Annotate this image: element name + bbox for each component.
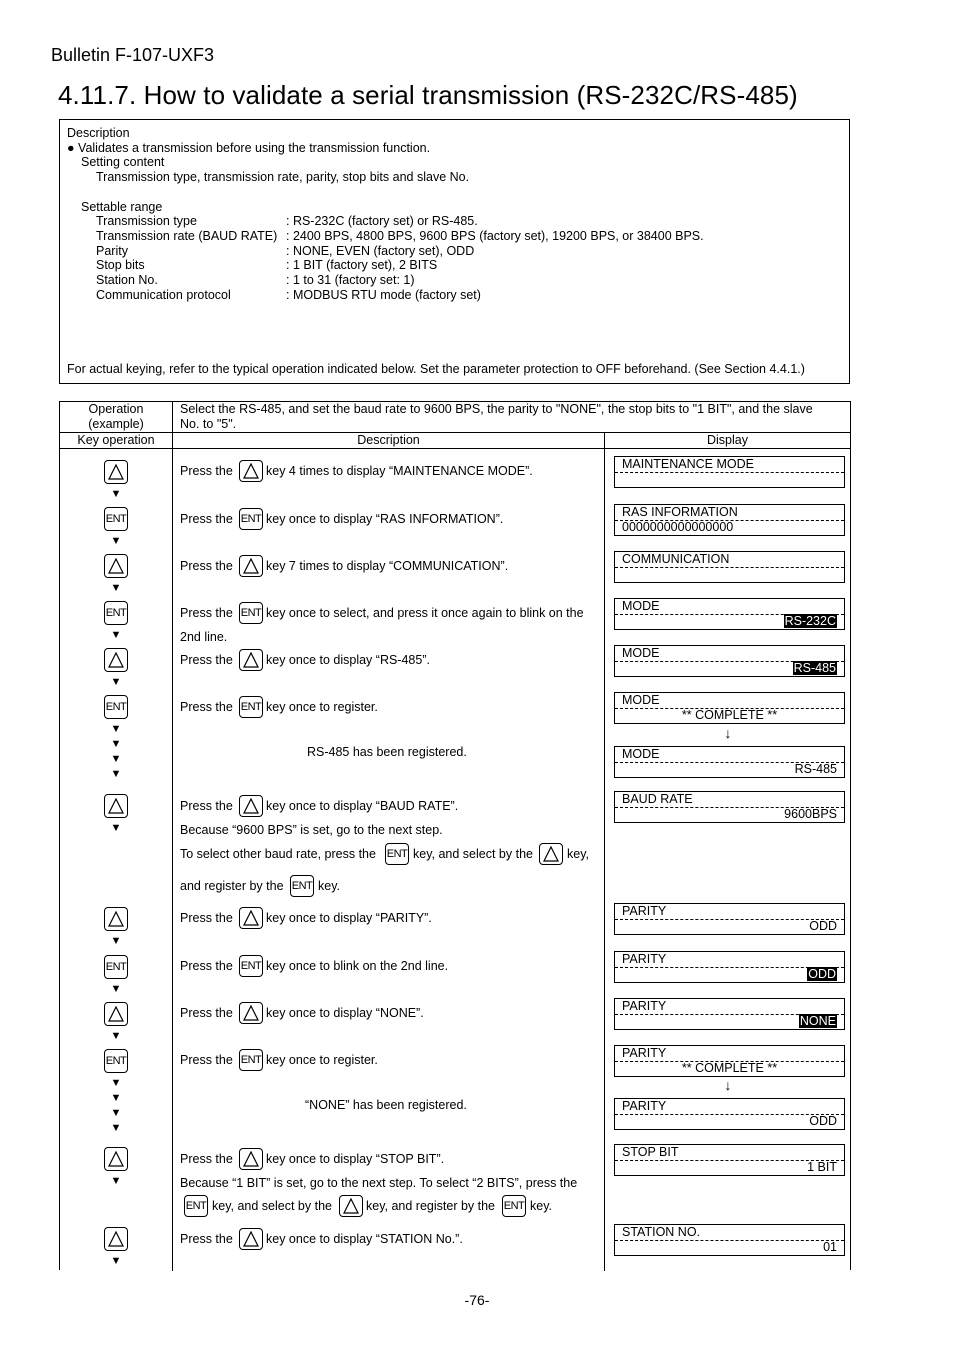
step-text: Because “1 BIT” is set, go to the next step. To select “2 BITS”, press the bbox=[180, 1176, 578, 1190]
down-arrow-icon: ▼ bbox=[110, 1175, 122, 1187]
down-arrow-icon: ▼ bbox=[110, 488, 122, 500]
step-text: key, bbox=[567, 847, 589, 861]
operation-label: (example) bbox=[88, 417, 144, 431]
range-label: Transmission type bbox=[96, 214, 197, 228]
column-header-key: Key operation bbox=[77, 433, 155, 447]
setting-content: Transmission type, transmission rate, parity, stop bits and slave No. bbox=[96, 170, 470, 184]
step-text: Press the bbox=[180, 911, 233, 925]
triangle-up-icon bbox=[108, 558, 124, 574]
step-text: key once to register. bbox=[266, 1053, 378, 1067]
display-panel: COMMUNICATION bbox=[614, 551, 845, 583]
display-panel: PARITY NONE bbox=[614, 998, 845, 1030]
triangle-up-icon bbox=[243, 1151, 259, 1167]
ent-key-icon: ENT bbox=[239, 508, 263, 530]
up-key-icon bbox=[239, 1148, 263, 1170]
triangle-up-icon bbox=[343, 1198, 359, 1214]
step-text: Press the bbox=[180, 1006, 233, 1020]
up-key-icon bbox=[539, 843, 563, 865]
down-arrow-icon: ▼ bbox=[110, 1122, 122, 1134]
triangle-up-icon bbox=[243, 1231, 259, 1247]
up-key-icon bbox=[239, 1228, 263, 1250]
description-title: Description bbox=[67, 126, 130, 140]
display-panel: MAINTENANCE MODE bbox=[614, 456, 845, 488]
triangle-up-icon bbox=[243, 910, 259, 926]
step-text: key 7 times to display “COMMUNICATION”. bbox=[266, 559, 509, 573]
step-text: and register by the bbox=[180, 879, 284, 893]
display-panel: RAS INFORMATION 0000000000000000 bbox=[614, 504, 845, 536]
display-panel: STOP BIT 1 BIT bbox=[614, 1144, 845, 1176]
ent-key-icon: ENT bbox=[239, 955, 263, 977]
range-value: : MODBUS RTU mode (factory set) bbox=[286, 288, 481, 302]
ent-key-icon: ENT bbox=[502, 1195, 526, 1217]
operation-example: No. to "5". bbox=[180, 417, 237, 431]
range-label: Communication protocol bbox=[96, 288, 231, 302]
step-note: “NONE” has been registered. bbox=[305, 1098, 467, 1112]
step-text: Press the bbox=[180, 653, 233, 667]
up-key-button[interactable] bbox=[104, 794, 128, 818]
bullet-icon: ● bbox=[67, 141, 75, 155]
ent-key-icon: ENT bbox=[239, 696, 263, 718]
triangle-up-icon bbox=[243, 1005, 259, 1021]
ent-key-icon: ENT bbox=[385, 843, 409, 865]
ent-key-button[interactable]: ENT bbox=[104, 601, 128, 625]
display-panel: PARITY ODD bbox=[614, 951, 845, 983]
ent-key-icon: ENT bbox=[239, 1049, 263, 1071]
up-key-button[interactable] bbox=[104, 907, 128, 931]
step-text: Press the bbox=[180, 559, 233, 573]
step-text: To select other baud rate, press the bbox=[180, 847, 376, 861]
triangle-up-icon bbox=[108, 1006, 124, 1022]
step-text: key. bbox=[318, 879, 340, 893]
step-text: key, and select by the bbox=[212, 1199, 332, 1213]
triangle-up-icon bbox=[108, 652, 124, 668]
down-arrow-icon: ▼ bbox=[110, 723, 122, 735]
operation-example: Select the RS-485, and set the baud rate to 9600 BPS, the parity to "NONE", the stop bits to "1 BIT", and the slave bbox=[180, 402, 813, 416]
step-text: key, and select by the bbox=[413, 847, 533, 861]
range-value: : RS-232C (factory set) or RS-485. bbox=[286, 214, 478, 228]
triangle-up-icon bbox=[243, 652, 259, 668]
display-panel: BAUD RATE 9600BPS bbox=[614, 791, 845, 823]
triangle-up-icon bbox=[243, 558, 259, 574]
down-arrow-icon: ▼ bbox=[110, 582, 122, 594]
triangle-up-icon bbox=[108, 1151, 124, 1167]
arrow-down-icon: ↓ bbox=[724, 725, 732, 741]
down-arrow-icon: ▼ bbox=[110, 535, 122, 547]
triangle-up-icon bbox=[108, 798, 124, 814]
step-text: key. bbox=[530, 1199, 552, 1213]
up-key-button[interactable] bbox=[104, 554, 128, 578]
up-key-button[interactable] bbox=[104, 1002, 128, 1026]
ent-key-button[interactable]: ENT bbox=[104, 695, 128, 719]
step-text: key 4 times to display “MAINTENANCE MODE”. bbox=[266, 464, 533, 478]
step-text: Press the bbox=[180, 959, 233, 973]
up-key-button[interactable] bbox=[104, 1227, 128, 1251]
description-footer: For actual keying, refer to the typical operation indicated below. Set the parameter protection to OFF beforehand. (See Section 4.4.1.) bbox=[67, 362, 805, 376]
step-text: key once to display “RS-485”. bbox=[266, 653, 430, 667]
display-panel: PARITY ** COMPLETE ** bbox=[614, 1045, 845, 1077]
display-panel: STATION NO. 01 bbox=[614, 1224, 845, 1256]
down-arrow-icon: ▼ bbox=[110, 753, 122, 765]
settable-range-label: Settable range bbox=[81, 200, 163, 214]
range-value: : NONE, EVEN (factory set), ODD bbox=[286, 244, 475, 258]
step-text: Press the bbox=[180, 1053, 233, 1067]
ent-key-icon: ENT bbox=[184, 1195, 208, 1217]
arrow-down-icon: ↓ bbox=[724, 1077, 732, 1093]
range-label: Transmission rate (BAUD RATE) bbox=[96, 229, 278, 243]
operation-table bbox=[59, 401, 851, 1270]
setting-content-label: Setting content bbox=[81, 155, 165, 169]
ent-key-button[interactable]: ENT bbox=[104, 1049, 128, 1073]
down-arrow-icon: ▼ bbox=[110, 1077, 122, 1089]
step-text: Press the bbox=[180, 464, 233, 478]
down-arrow-icon: ▼ bbox=[110, 1107, 122, 1119]
up-key-button[interactable] bbox=[104, 460, 128, 484]
step-text: key once to display “BAUD RATE”. bbox=[266, 799, 459, 813]
bulletin-number: Bulletin F-107-UXF3 bbox=[51, 45, 215, 65]
triangle-up-icon bbox=[108, 1231, 124, 1247]
ent-key-icon: ENT bbox=[239, 602, 263, 624]
display-panel: PARITY ODD bbox=[614, 903, 845, 935]
triangle-up-icon bbox=[543, 846, 559, 862]
ent-key-button[interactable]: ENT bbox=[104, 955, 128, 979]
section-heading: 4.11.7. How to validate a serial transmission (RS-232C/RS-485) bbox=[58, 80, 798, 110]
down-arrow-icon: ▼ bbox=[110, 822, 122, 834]
down-arrow-icon: ▼ bbox=[110, 738, 122, 750]
down-arrow-icon: ▼ bbox=[110, 768, 122, 780]
down-arrow-icon: ▼ bbox=[110, 629, 122, 641]
step-text: 2nd line. bbox=[180, 630, 228, 644]
display-panel: MODE RS-232C bbox=[614, 598, 845, 630]
down-arrow-icon: ▼ bbox=[110, 935, 122, 947]
step-text: Press the bbox=[180, 1152, 233, 1166]
description-box bbox=[59, 119, 850, 384]
range-label: Parity bbox=[96, 244, 128, 258]
range-value: : 1 BIT (factory set), 2 BITS bbox=[286, 258, 438, 272]
up-key-button[interactable] bbox=[104, 1147, 128, 1171]
step-text: key once to display “STOP BIT”. bbox=[266, 1152, 445, 1166]
range-value: : 2400 BPS, 4800 BPS, 9600 BPS (factory set), 19200 BPS, or 38400 BPS. bbox=[286, 229, 704, 243]
step-text: key once to register. bbox=[266, 700, 378, 714]
operation-label: Operation bbox=[88, 402, 144, 416]
up-key-icon bbox=[239, 649, 263, 671]
range-label: Stop bits bbox=[96, 258, 145, 272]
step-text: Press the bbox=[180, 512, 233, 526]
up-key-icon bbox=[239, 555, 263, 577]
step-text: key once to select, and press it once again to blink on the bbox=[266, 606, 584, 620]
down-arrow-icon: ▼ bbox=[110, 1092, 122, 1104]
down-arrow-icon: ▼ bbox=[110, 1255, 122, 1267]
step-text: Press the bbox=[180, 1232, 233, 1246]
up-key-icon bbox=[339, 1195, 363, 1217]
step-text: key once to display “RAS INFORMATION”. bbox=[266, 512, 504, 526]
description-bullet: ● Validates a transmission before using the transmission function. bbox=[67, 141, 431, 155]
down-arrow-icon: ▼ bbox=[110, 1030, 122, 1042]
triangle-up-icon bbox=[108, 911, 124, 927]
display-panel: MODE RS-485 bbox=[614, 746, 845, 778]
up-key-button[interactable] bbox=[104, 648, 128, 672]
step-text: key once to display “NONE”. bbox=[266, 1006, 424, 1020]
page-number: -76- bbox=[464, 1292, 490, 1308]
display-panel: PARITY ODD bbox=[614, 1098, 845, 1130]
step-text: key, and register by the bbox=[366, 1199, 496, 1213]
up-key-icon bbox=[239, 907, 263, 929]
triangle-up-icon bbox=[243, 798, 259, 814]
step-text: Press the bbox=[180, 606, 233, 620]
ent-key-button[interactable]: ENT bbox=[104, 507, 128, 531]
display-panel: MODE ** COMPLETE ** bbox=[614, 692, 845, 724]
step-text: Press the bbox=[180, 799, 233, 813]
step-text: key once to blink on the 2nd line. bbox=[266, 959, 449, 973]
triangle-up-icon bbox=[243, 463, 259, 479]
down-arrow-icon: ▼ bbox=[110, 676, 122, 688]
up-key-icon bbox=[239, 1002, 263, 1024]
up-key-icon bbox=[239, 460, 263, 482]
range-value: : 1 to 31 (factory set: 1) bbox=[286, 273, 415, 287]
range-label: Station No. bbox=[96, 273, 158, 287]
triangle-up-icon bbox=[108, 464, 124, 480]
step-text: key once to display “STATION No.”. bbox=[266, 1232, 463, 1246]
display-panel: MODE RS-485 bbox=[614, 645, 845, 677]
step-text: Because “9600 BPS” is set, go to the next step. bbox=[180, 823, 443, 837]
step-text: Press the bbox=[180, 700, 233, 714]
up-key-icon bbox=[239, 795, 263, 817]
column-header-display: Display bbox=[707, 433, 748, 447]
column-header-description: Description bbox=[357, 433, 420, 447]
step-note: RS-485 has been registered. bbox=[307, 745, 467, 759]
ent-key-icon: ENT bbox=[290, 875, 314, 897]
down-arrow-icon: ▼ bbox=[110, 983, 122, 995]
step-text: key once to display “PARITY”. bbox=[266, 911, 432, 925]
